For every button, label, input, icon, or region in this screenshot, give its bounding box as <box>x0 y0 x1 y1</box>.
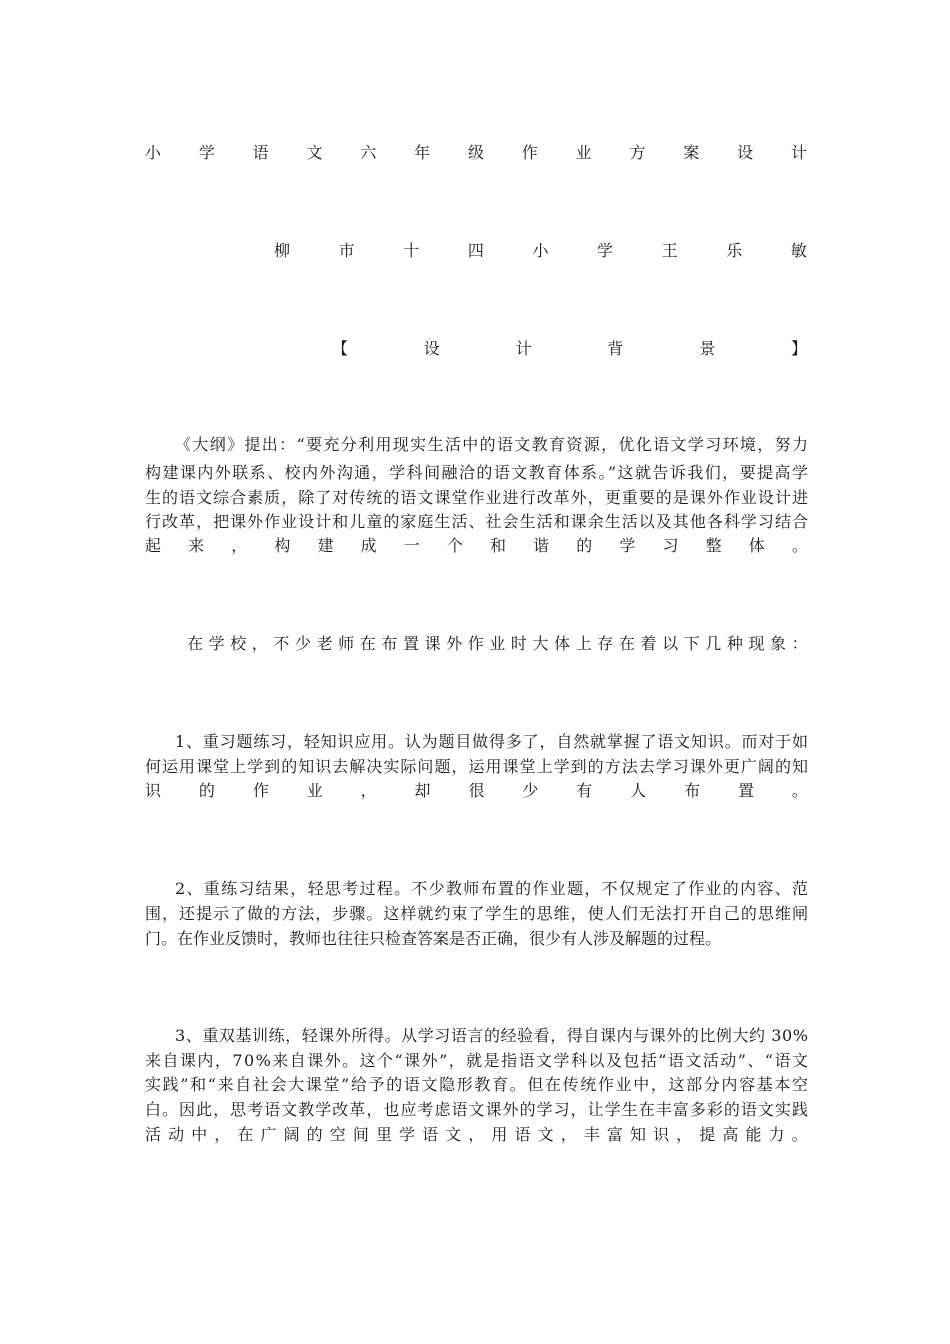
paragraph-line: 门。在作业反馈时，教师也往往只检查答案是否正确，很少有人涉及解题的过程。 <box>145 929 722 948</box>
paragraph-line: 生的语文综合素质，除了对传统的语文课堂作业进行改革外，更重要的是课外作业设计进 <box>145 488 810 507</box>
paragraph-line: 行改革，把课外作业设计和儿童的家庭生活、社会生活和课余生活以及其他各科学习结合 <box>145 512 810 531</box>
document-title: 小 学 语 文 六 年 级 作 业 方 案 设 计 <box>145 143 807 162</box>
paragraph-last-line: 识 的 作 业 ， 却 很 少 有 人 布 置 。 <box>145 781 808 800</box>
paragraph-line: 在 学 校 ， 不 少 老 师 在 布 置 课 外 作 业 时 大 体 上 存 在 着 以 下 几 种 现 象 ： <box>187 634 808 653</box>
paragraph-last-line: 起 来 ， 构 建 成 一 个 和 谐 的 学 习 整 体 。 <box>145 536 808 555</box>
paragraph-line: 围，还提示了做的方法，步骤。这样就约束了学生的思维，使人们无法打开自己的思维闸 <box>145 904 810 923</box>
author-line: 柳 市 十 四 小 学 王 乐 敏 <box>274 241 807 260</box>
paragraph-line: 实践”和“来自社会大课堂”给予的语文隐形教育。但在传统作业中，这部分内容基本空 <box>145 1075 810 1094</box>
paragraph-last-line: 活 动 中 ， 在 广 阔 的 空 间 里 学 语 文 ， 用 语 文 ， 丰 富 知 识 ， 提 高 能 力 。 <box>145 1125 808 1144</box>
paragraph-line: 《大纲》提出：“要充分利用现实生活中的语文教育资源，优化语文学习环境，努力 <box>175 435 810 454</box>
paragraph-line: 3、重双基训练，轻课外所得。从学习语言的经验看，得自课内与课外的比例大约 30% <box>175 1026 809 1045</box>
paragraph-line: 白。因此，思考语文教学改革，也应考虑语文课外的学习，让学生在丰富多彩的语文实践 <box>145 1100 810 1119</box>
paragraph-line: 2、重练习结果，轻思考过程。不少教师布置的作业题，不仅规定了作业的内容、范 <box>175 879 810 898</box>
paragraph-line: 来自课内，70%来自课外。这个“课外”，就是指语文学科以及包括“语文活动”、“语文 <box>145 1051 810 1070</box>
paragraph-line: 构建课内外联系、校内外沟通，学科间融洽的语文教育体系。”这就告诉我们，要提高学 <box>145 463 810 482</box>
paragraph-line: 1、重习题练习，轻知识应用。认为题目做得多了，自然就掌握了语文知识。而对于如 <box>175 732 809 751</box>
section-heading: 【 设 计 背 景 】 <box>332 339 807 358</box>
paragraph-line: 何运用课堂上学到的知识去解决实际问题，运用课堂上学到的方法去学习课外更广阔的知 <box>145 757 810 776</box>
